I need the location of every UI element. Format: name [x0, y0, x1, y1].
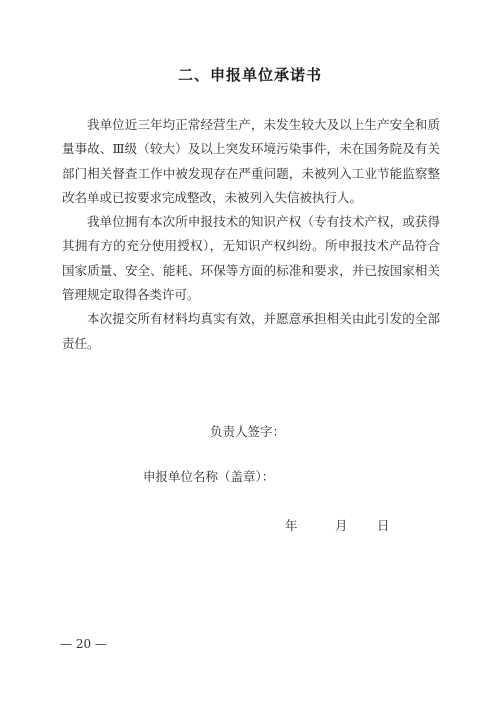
commitment-body: [62, 113, 440, 356]
paragraph-responsibility: 本次提交所有材料均真实有效，并愿意承担相关由此引发的全部责任。: [62, 311, 440, 351]
date-year: 年: [285, 518, 298, 533]
document-title: 二、申报单位承诺书: [177, 66, 322, 84]
date-day: 日: [377, 518, 390, 533]
signature-person-label: 负责人签字：: [210, 424, 286, 439]
date-line: [285, 516, 390, 534]
paragraph-intellectual-property: 我单位拥有本次所申报技术的知识产权（专有技术产权，或获得其拥有方的充分使用授权），无知识产权纠纷。所申报技术产品符合国家质量、安全、能耗、环保等方面的标准和要求，并已按国家相关管理规定取得各类许可。: [62, 214, 440, 303]
signature-unit-label: 申报单位名称（盖章）：: [143, 469, 275, 484]
page-number: — 20 —: [60, 637, 107, 651]
paragraph-operation-record: 我单位近三年均正常经营生产，未发生较大及以上生产安全和质量事故、Ⅲ级（较大）及以上突发环境污染事件，未在国务院及有关部门相关督查工作中被发现存在严重问题，未被列入工业节能监察整改名单或已按要求完成整改，未被列入失信被执行人。: [62, 117, 440, 205]
date-month: 月: [335, 518, 348, 533]
